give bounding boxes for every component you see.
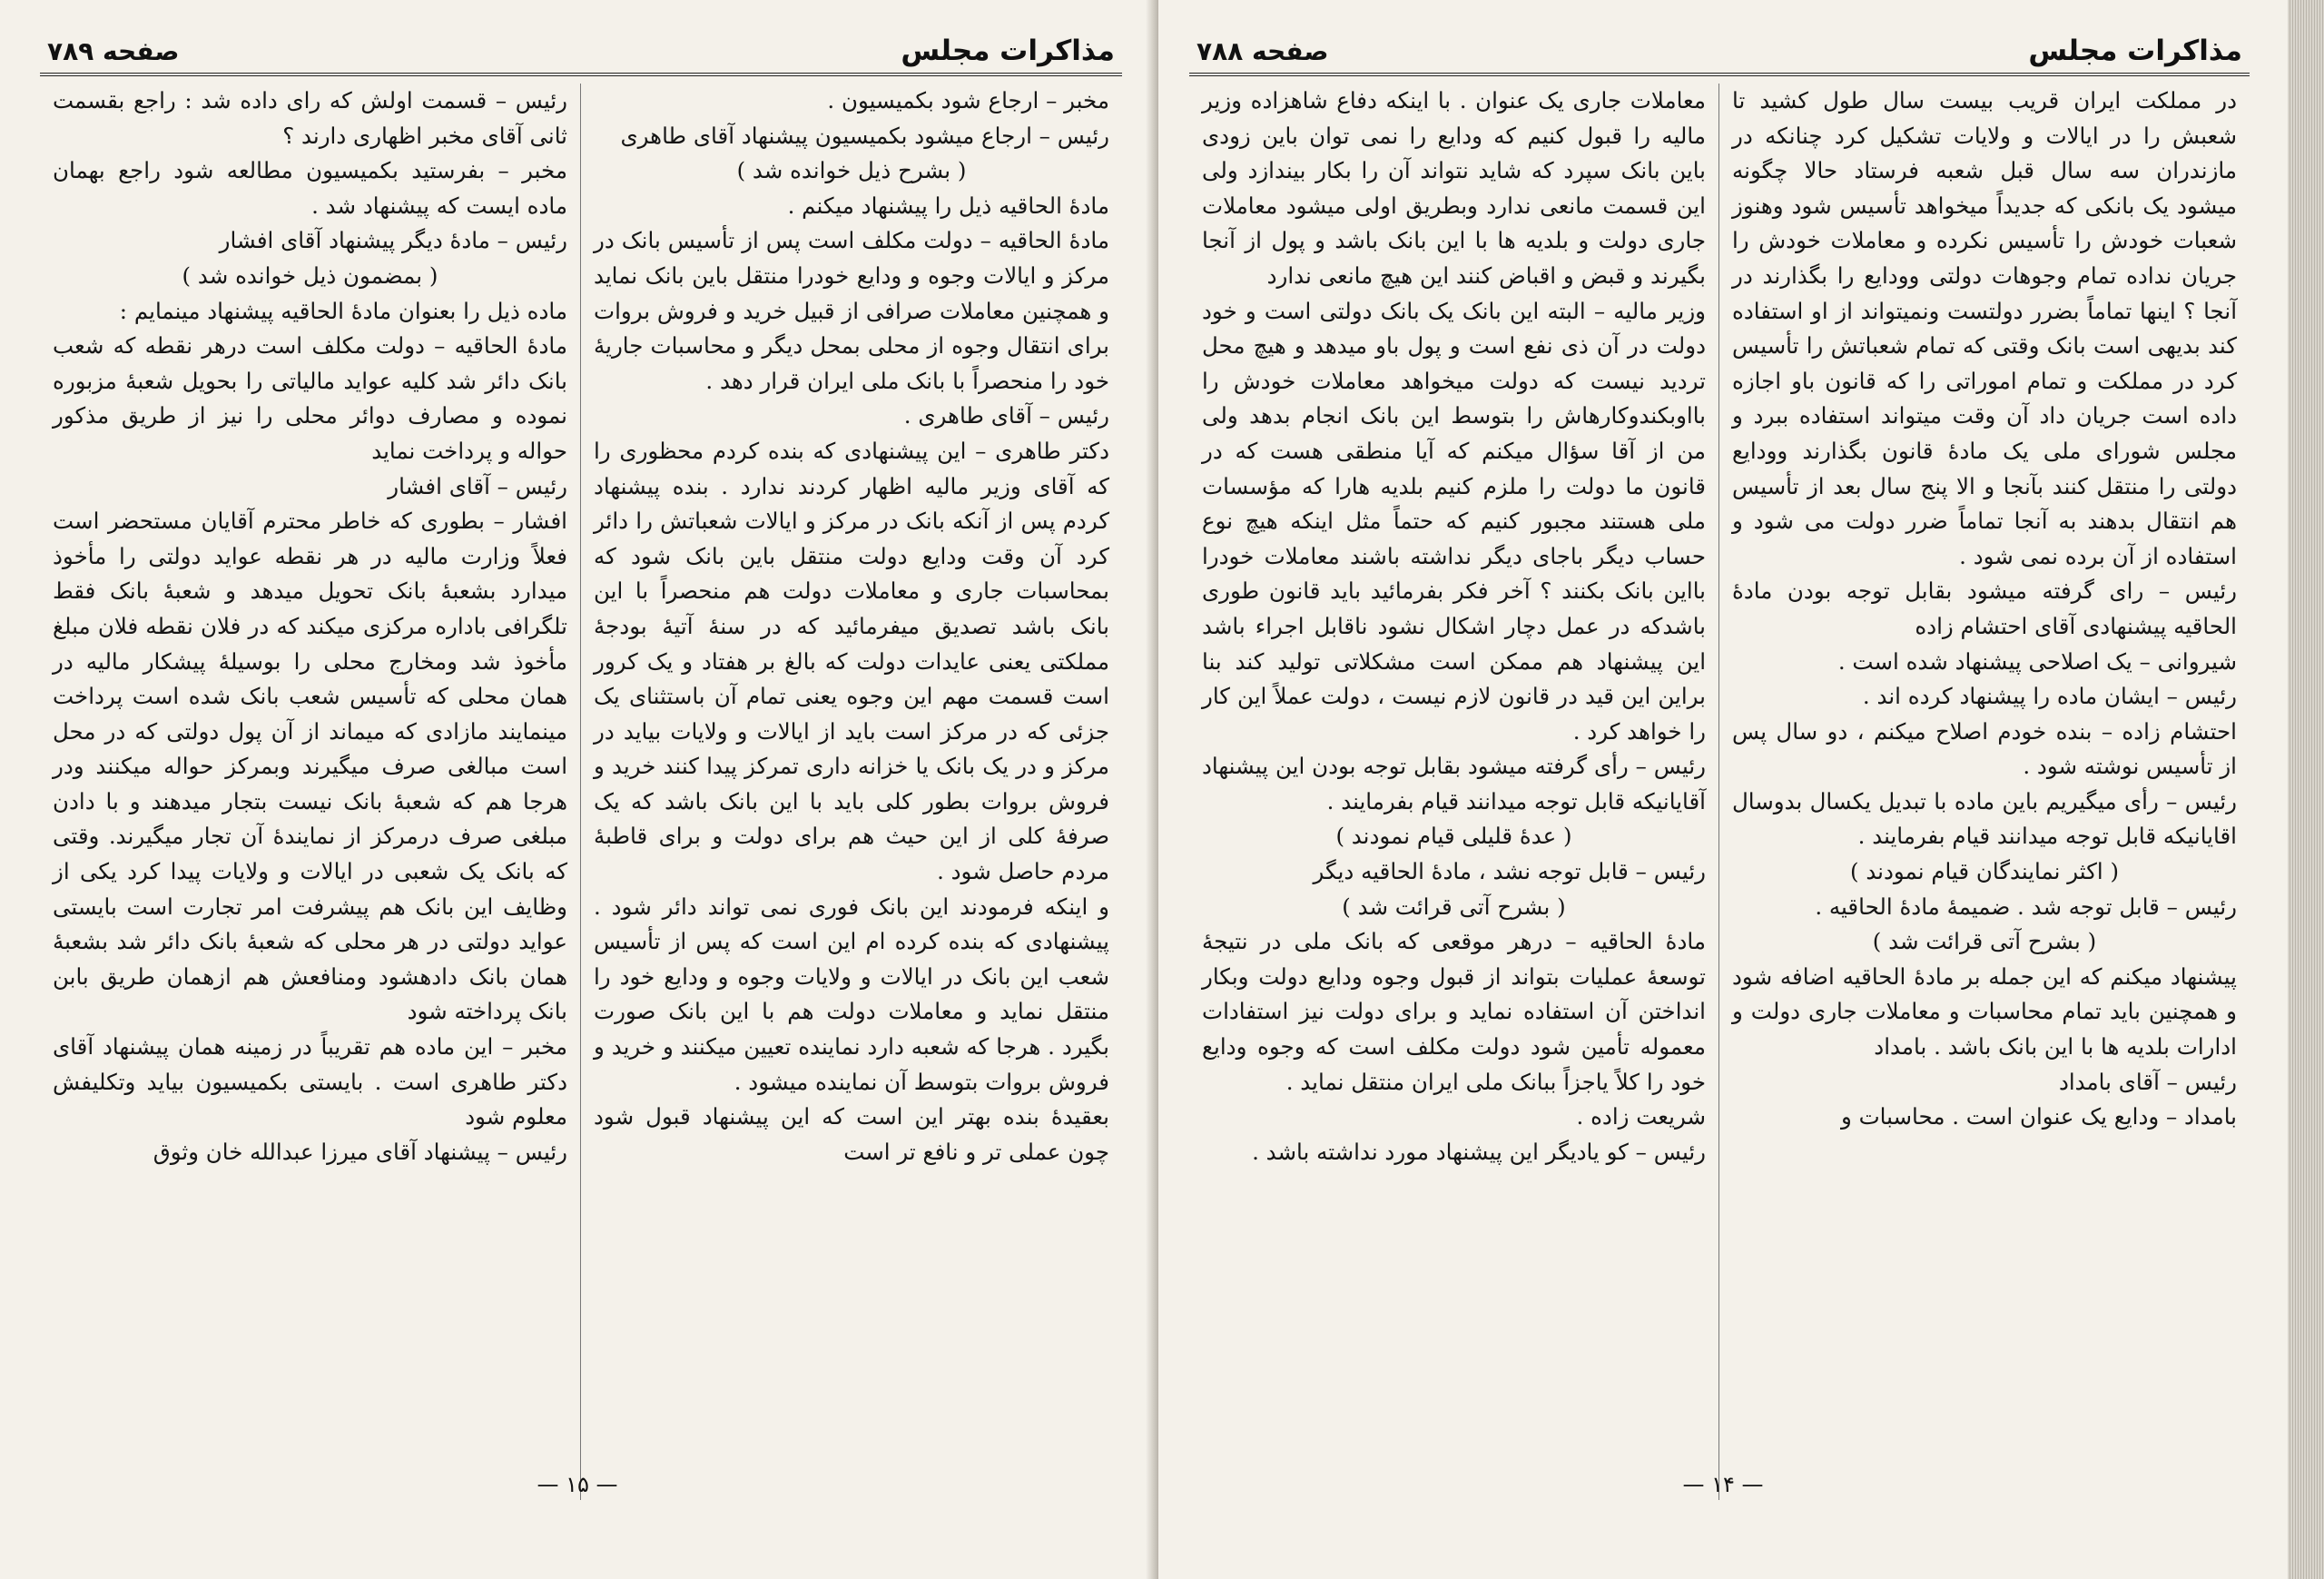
left-page-footer: — ۱۵ — — [537, 1472, 618, 1497]
paragraph: شریعت زاده . — [1576, 1103, 1706, 1130]
paragraph: رئیس – ارجاع میشود بکمیسیون پیشنهاد آقای طاهری — [620, 122, 1109, 149]
paragraph: مخبر – ارجاع شود بکمیسیون . — [827, 87, 1109, 113]
right-page-footer: — ۱۴ — — [1682, 1472, 1764, 1497]
paragraph: رئیس – رأی گرفته میشود بقابل توجه بودن این پیشنهاد آقایانیکه قابل توجه میدانند قیام بفرمایند . — [1202, 753, 1706, 814]
paragraph: دکتر طاهری – این پیشنهادی که بنده کردم محظوری را که آقای وزیر مالیه اظهار کردند ندارد . بنده پیشنهاد کردم پس از آنکه بانک در مرکز و ایالات شعباتش را دائر کرد آن وقت ودایع دولت منتقل باین بانک شود که بمحاسبات جاری و معاملات دولت هم منحصراً با این بانک باشد تصدیق میفرمائید که در سنهٔ آتیهٔ بودجهٔ مملکتی یعنی عایدات دولت که بالغ بر هفتاد و یک کرور است قسمت مهم این وجوه یعنی تمام آن باستثنای یک جزئی که در مرکز است باید از ایالات و ولایات بیاید در مرکز و در یک بانک یا خزانه داری تمرکز پیدا کنند خرید و فروش بروات بطور کلی باید با این بانک باشد که یک صرفهٔ کلی از این حیث هم برای دولت و برای قاطبهٔ مردم حاصل شود . — [594, 437, 1109, 885]
right-page-column-right — [1719, 84, 2250, 1500]
right-page-number: صفحه ۷۸۸ — [1196, 36, 1329, 66]
paragraph: رئیس – آقای بامداد — [2058, 1068, 2237, 1095]
left-page — [0, 0, 1155, 1579]
paragraph: وزیر مالیه – البته این بانک یک بانک دولتی است و خود دولت در آن ذی نفع است و پول باو میدهد و هیچ محل تردید نیست که دولت میخواهد معاملات خودش را بااوبکندوکارهاش را بتوسط این بانک انجام بدهد ولی من از آقا سؤال میکنم که آیا منطقی هست که در قانون ما دولت را ملزم کنیم بلدیه هارا که مؤسسات ملی هستند مجبور کنیم که حتماً مثل اینکه هیچ نوع حساب دیگر باجای دیگر نداشته باشند معاملات خودرا بااین بانک بکنند ؟ آخر فکر بفرمائید باید قانون طوری باشدکه در عمل دچار اشکال نشود ناقابل اجراء باشد این پیشنهاد هم ممکن است مشکلاتی تولید کند بنا براین این قید در قانون لازم نیست ، دولت عملاً این کار را خواهد کرد . — [1202, 297, 1706, 745]
page-edges — [2288, 0, 2324, 1579]
paragraph: مادهٔ الحاقیه – درهر موقعی که بانک ملی در نتیجهٔ توسعهٔ عملیات بتواند از قبول وجوه ودایع دولت وبکار انداختن آن استفاده نماید و برای دولت نیز استفادات معموله تأمین شود دولت مکلف است که وجوه ودایع خود را کلاً یاجزاً ببانک ملی ایران منتقل نماید . — [1202, 928, 1706, 1095]
paragraph: افشار – بطوری که خاطر محترم آقایان مستحضر است فعلاً وزارت مالیه در هر نقطه عواید دولتی را مأخوذ میدارد بشعبهٔ بانک تحویل میدهد و شعبهٔ بانک فقط تلگرافی باداره مرکزی میکند که در فلان نقطه فلان مبلغ مأخوذ شد ومخارج محلی را بوسیلهٔ پیشکار مالیه در همان محلی که تأسیس شعب بانک شده است پرداخت مینمایند مازادی که میماند از آن پول دولتی که در محل است مبالغی صرف میگیرند وبمرکز حواله میکنند ودر هرجا هم که شعبهٔ بانک نیست بتجار میدهند و با دادن مبلغی صرف درمرکز از نمایندهٔ آن تجار میگیرند. وقتی که بانک یک شعبی در ایالات و ولایات پیدا کرد یکی از وظایف این بانک هم پیشرفت امر تجارت است بایستی عواید دولتی در هر محلی که شعبهٔ بانک دائر شد بشعبهٔ همان بانک دادهشود ومنافعش هم ازهمان طریق بابن بانک پرداخته شود — [53, 508, 567, 1025]
paragraph: پیشنهاد میکنم که این جمله بر مادهٔ الحاقیه اضافه شود و همچنین باید تمام محاسبات و معاملات جاری دولت و ادارات بلدیه ها با این بانک باشد . بامداد — [1732, 962, 2237, 1061]
paragraph: رئیس – رای گرفته میشود بقابل توجه بودن مادهٔ الحاقیه پیشنهادی آقای احتشام زاده — [1732, 577, 2237, 639]
paragraph: رئیس – آقای افشار — [388, 472, 567, 499]
paragraph: معاملات جاری یک عنوان . با اینکه دفاع شاهزاده وزیر مالیه را قبول کنیم که ودایع را نمی توان باین زودی باین بانک سپرد که شاید نتواند آن را بکار بیندازد ولی این قسمت مانعی ندارد وبطریق اولی میشود معاملات جاری دولت و بلدیه ها با این بانک باشد و پول از آنجا بگیرند و قبض و اقباض کنند این هیچ مانعی ندارد — [1202, 87, 1706, 289]
paragraph: بعقیدهٔ بنده بهتر این است که این پیشنهاد قبول شود چون عملی تر و نافع تر است — [594, 1103, 1109, 1165]
paragraph: رئیس – ایشان ماده را پیشنهاد کرده اند . — [1862, 683, 2237, 710]
paragraph: مخبر – بفرستید بکمیسیون مطالعه شود راجع بهمان ماده ایست که پیشنهاد شد . — [53, 157, 567, 219]
paragraph: ( بشرح آتی قرائت شد ) — [1342, 893, 1566, 920]
left-page-header — [40, 35, 1122, 76]
paragraph: ( عدهٔ قلیلی قیام نمودند ) — [1335, 823, 1572, 850]
left-page-number: صفحه ۷۸۹ — [47, 36, 180, 66]
paragraph: رئیس – قابل توجه شد . ضمیمهٔ مادهٔ الحاقیه . — [1815, 893, 2237, 920]
paragraph: ( بمضمون ذیل خوانده شد ) — [182, 262, 438, 289]
left-page-title: مذاکرات مجلس — [901, 35, 1115, 67]
paragraph: و اینکه فرمودند این بانک فوری نمی تواند دائر شود . پیشنهادی که بنده کرده ام این است که پس از تأسیس شعب این بانک در ایالات و ولایات وجوه و ودایع خود را منتقل نماید و معاملات دولت هم با این بانک صورت بگیرد . هرجا که شعبه دارد نماینده تعیین میکنند و خرید و فروش بروات بتوسط آن نماینده میشود . — [594, 893, 1109, 1095]
left-page-columns — [40, 84, 1122, 1500]
paragraph: ( بشرح ذیل خوانده شد ) — [736, 157, 967, 184]
right-page-columns — [1189, 84, 2250, 1500]
paragraph: ( اکثر نمایندگان قیام نمودند ) — [1849, 858, 2120, 885]
paragraph: مادهٔ الحاقیه – دولت مکلف است درهر نقطه که شعب بانک دائر شد کلیه عواید مالیاتی را بحویل شعبهٔ مزبوره نموده و مصارف دوائر محلی را نیز از طریق مذکور حواله و پرداخت نماید — [53, 332, 567, 464]
paragraph: رئیس – قابل توجه نشد ، مادهٔ الحاقیه دیگر — [1313, 858, 1706, 885]
paragraph: رئیس – رأی میگیریم باین ماده با تبدیل یکسال بدوسال اقایانیکه قابل توجه میدانند قیام بفرمایند . — [1732, 787, 2237, 850]
paragraph: شیروانی – یک اصلاحی پیشنهاد شده است . — [1837, 647, 2237, 675]
paragraph: رئیس – پیشنهاد آقای میرزا عبدالله خان وثوق — [153, 1138, 567, 1165]
paragraph: در مملکت ایران قریب بیست سال طول کشید تا شعبش را در ایالات و ولایات تشکیل کرد چنانکه در مازندران سه سال قبل شعبه فرستاد حالا چگونه میشود یک بانکی که جدیداً میخواهد تأسیس شود وهنوز شعبات خودش را تأسیس نکرده و معاملات خودش را جریان نداده تمام وجوهات دولتی وودایع را بگذارند در آنجا ؟ اینها تماماً بضرر دولتست ونمیتواند از او استفاده کند بدیهی است بانک وقتی که تمام شعباتش را تأسیس کرد در مملکت و تمام اموراتی را که قانون باو اجازه داده است جریان داد آن وقت میتواند استفاده ببرد و مجلس شورای ملی یک مادهٔ قانون بگذارند وودایع دولتی را منتقل کنند بآنجا و الا پنج سال بعد از تأسیس هم انتقال بدهند به آنجا تماماً ضرر دولت می شود و استفاده از آن برده نمی شود . — [1732, 87, 2237, 569]
paragraph: مادهٔ الحاقیه – دولت مکلف است پس از تأسیس بانک در مرکز و ایالات وجوه و ودایع خودرا منتقل باین بانک نماید و همچنین معاملات صرافی از قبیل خرید و فروش بروات برای انتقال وجوه از محلی بمحل دیگر و محاسبات جاریهٔ خود را منحصراً با بانک ملی ایران قرار دهد . — [594, 227, 1109, 394]
right-page-title: مذاکرات مجلس — [2028, 35, 2242, 67]
paragraph: رئیس – آقای طاهری . — [903, 402, 1109, 429]
paragraph: بامداد – ودایع یک عنوان است . محاسبات و — [1840, 1103, 2237, 1130]
right-page-column-left — [1189, 84, 1719, 1500]
paragraph: احتشام زاده – بنده خودم اصلاح میکنم ، دو سال پس از تأسیس نوشته شود . — [1732, 717, 2237, 780]
paragraph: مادهٔ الحاقیه ذیل را پیشنهاد میکنم . — [787, 192, 1109, 219]
paragraph: رئیس – کو یادیگر این پیشنهاد مورد نداشته باشد . — [1252, 1138, 1706, 1165]
left-page-column-left — [40, 84, 581, 1500]
paragraph: ( بشرح آتی قرائت شد ) — [1872, 928, 2097, 955]
right-page — [1158, 0, 2288, 1579]
paragraph: رئیس – مادهٔ دیگر پیشنهاد آقای افشار — [219, 227, 567, 254]
left-page-column-right — [581, 84, 1122, 1500]
right-page-header — [1189, 35, 2250, 76]
paragraph: مخبر – این ماده هم تقریباً در زمینه همان پیشنهاد آقای دکتر طاهری است . بایستی بکمیسیون بیاید وتکلیفش معلوم شود — [53, 1033, 567, 1130]
paragraph: رئیس – قسمت اولش که رای داده شد : راجع بقسمت ثانی آقای مخبر اظهاری دارند ؟ — [53, 87, 567, 149]
paragraph: ماده ذیل را بعنوان مادهٔ الحاقیه پیشنهاد مینمایم : — [119, 297, 567, 324]
